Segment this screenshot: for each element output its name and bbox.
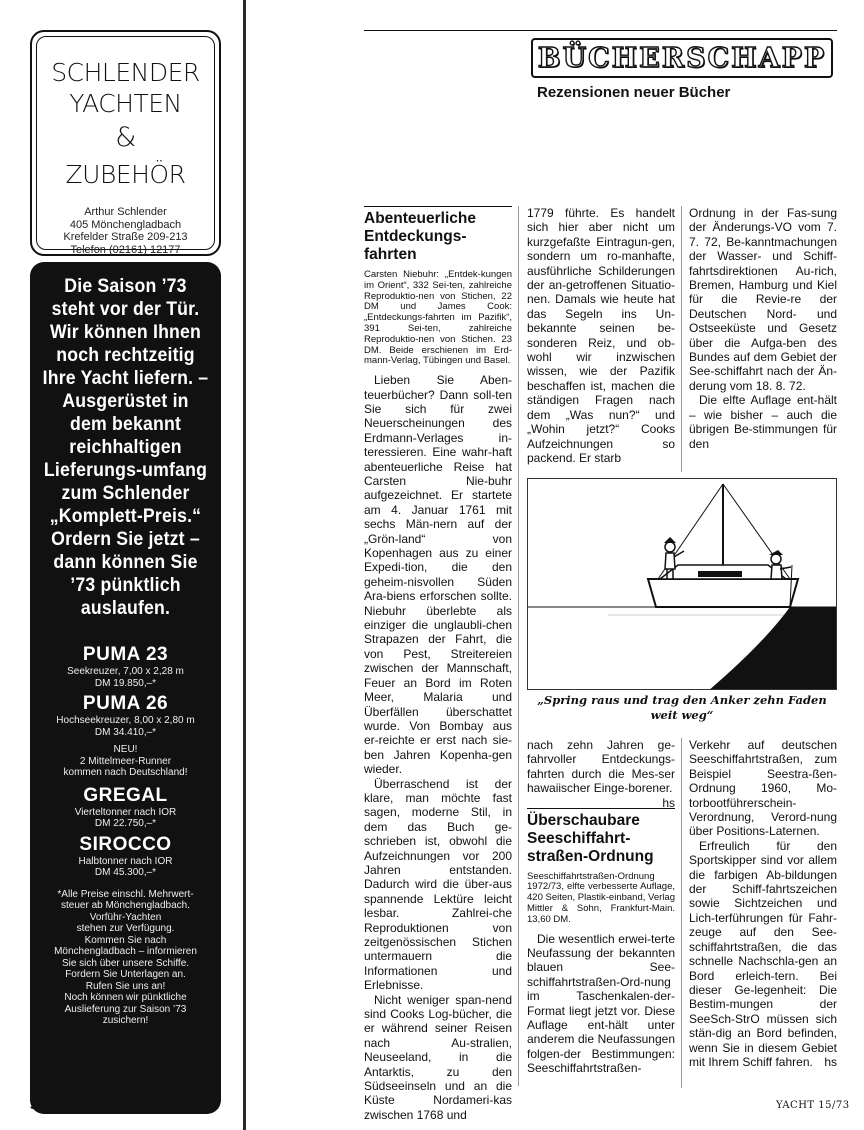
article-column-2-bottom [527, 738, 675, 1076]
footnote-line: Fordern Sie Unterlagen an. [65, 969, 186, 980]
ad-pitch-text: Die Saison ’73 steht vor der Tür. Wir können Ihnen noch rechtzeitig Ihre Yacht liefern. – Ausgerüstet in dem bekannt reichhaltigen Lieferungs-umfang zum Schlender „Komplett-Preis.“ Ordern Sie jetzt – dann können Sie ’73 pünktlich auslaufen. [42, 276, 209, 619]
footnote-line: Rufen Sie uns an! [85, 980, 166, 992]
review-1-paragraph: Überraschend ist der klare, man möchte fast sagen, moderne Stil, in dem das Buch ge-schrieben ist, obwohl die Aufzeichnungen vor 200 Jahren entstanden. Dadurch wird die über-aus spannende Lektüre leicht lesbar. Zahlrei-che Reproduktionen von zeitgenössischen Stichen untermauern die Informationen und Erlebnisse. [364, 776, 512, 993]
new-note-line: kommen nach Deutschland! [63, 767, 188, 778]
review-2-paragraph: Die wesentlich erwei-terte Neufassung der bekannten blauen See-schiffahrtstraßen-Ord-nung im Taschenkalen-der-Format liegt jetzt vor. Diese Auflage ent-hält unter anderem die Neufassungen folgen-der Bestimmungen: Seeschiffahrtstraßen- [527, 931, 675, 1076]
company-name-line2: YACHTEN [69, 89, 182, 118]
section-logo-text: BÜCHERSCHAPP [537, 42, 827, 74]
footnote-line: Mönchengladbach – informieren [54, 946, 197, 957]
page-number: 30 [30, 1100, 43, 1112]
address-line: 405 Mönchengladbach [69, 218, 182, 231]
company-name-line1: SCHLENDER [51, 58, 200, 87]
advertisement-offer-box [30, 262, 221, 1114]
model-price: DM 22.750,–* [94, 818, 157, 829]
header-rule [364, 30, 837, 31]
cartoon-caption: „Spring raus und trag den Anker zehn Faden weit weg“ [537, 693, 827, 722]
section-subtitle: Rezensionen neuer Bücher [537, 84, 731, 101]
review-2-closing-text: Erfreulich für den Sportskipper sind vor allem die farbigen Ab-bildungen der Schiff-fahrtszeichen sowie Sichtzeichen und Lich-terführungen für Fahr-zeuge auf den See-schiffahrtstraßen, die das schnelle Nachschla-gen an Bord erleich-tern. Bei dieser Ge-legenheit: Die Bestim-mungen der SeeSch-StrO müssen sich stän-dig an Bord befinden, wenn Sie in diesem Gebiet mit Ihrem Schiff fahren. [689, 838, 837, 1069]
footnote-line: stehen zur Verfügung. [76, 923, 175, 934]
review-1-paragraph: Nicht weniger span-nend sind Cooks Log-bücher, die er während seiner Reisen nach Au-stralien, Neuseeland, in die Antarktis, zu den Südseeinseln und an die Küste Nordameri-kas zwischen 1768 und [364, 992, 512, 1122]
company-name-line3: ZUBEHÖR [65, 160, 186, 189]
review-1-paragraph: 1779 führte. Es handelt sich hier aber nicht um kurzgefaßte Eintragun-gen, sondern um ro-manhafte, ausführliche Schilderungen der an-getroffenen Situatio-nen. Damals wie heute hat das Segeln ins Un-bekannte seinen be-sonderen Reiz, und ob-wohl wir inzwischen wissen, wie der Pazifik beschaffen ist, machen die ständigen Fragen nach dem „Was nun?“ und „Wohin jetzt?“ Cooks Aufzeichnungen so packend. Er starb [527, 206, 675, 465]
address-line: Arthur Schlender [84, 206, 167, 218]
footnote-line: steuer ab Mönchengladbach. [61, 900, 190, 911]
article-column-3-top [689, 206, 837, 451]
article-column-1 [364, 206, 512, 1122]
model-price: DM 45.300,–* [94, 867, 157, 878]
footnote-line: Noch können wir pünktliche [64, 992, 187, 1003]
model-name: PUMA 26 [82, 693, 169, 714]
ad-footnote [30, 889, 221, 1027]
column-rule [681, 206, 682, 472]
model-name: GREGAL [83, 784, 168, 806]
review-2-title: Überschaubare Seeschiffahrt-straßen-Ordnung [527, 808, 675, 866]
model-gregal [30, 785, 221, 830]
footnote-line: *Alle Preise einschl. Mehrwert- [57, 888, 194, 900]
model-name: PUMA 23 [82, 644, 169, 665]
review-1-paragraph [527, 738, 675, 810]
new-note-line: 2 Mittelmeer-Runner [79, 755, 172, 767]
footnote-line: zusichern! [102, 1015, 149, 1026]
new-note-line: NEU! [113, 744, 138, 755]
model-spec: Vierteltonner nach IOR [74, 806, 177, 818]
review-2-paragraph: Die elfte Auflage ent-hält – wie bisher – auch die übrigen Be-stimmungen für den [689, 393, 837, 451]
review-1-signature: hs [662, 795, 675, 810]
sailboat-cartoon-icon [528, 479, 837, 690]
review-1-book-credit: Carsten Niebuhr: „Entdek-kungen im Orient“, 332 Sei-ten, zahlreiche Reproduktio-nen von Stichen, 22 DM und James Cook: „Entdeckungs-fahrten im Pazifik“, 391 Sei-ten, zahlreiche Reproduktio-nen von Stichen. 23 DM. Beide erschienen im Erd-mann-Verlag, Tübingen und Basel. [364, 269, 512, 367]
column-rule [681, 738, 682, 1088]
model-puma-23 [30, 644, 221, 689]
company-address [37, 206, 214, 256]
model-price: DM 34.410,–* [94, 726, 157, 738]
review-1-closing-text: nach zehn Jahren ge-fahrvoller Entdeckungs-fahrten durch die Mes-ser hawaiischer Einge-borener. [527, 738, 675, 796]
footnote-line: Vorführ-Yachten [89, 911, 162, 923]
model-spec: Halbtonner nach IOR [78, 855, 173, 867]
address-line: Telefon (02161) 12177 [70, 243, 181, 256]
company-name-ampersand: & [115, 122, 136, 153]
column-rule [518, 206, 519, 1086]
model-puma-26 [30, 693, 221, 738]
model-sirocco [30, 834, 221, 879]
model-name: SIROCCO [79, 833, 172, 855]
section-logo [531, 38, 833, 78]
review-1-title: Abenteuerliche Entdeckungs-fahrten [364, 206, 512, 264]
footnote-line: Sie sich über unsere Schiffe. [61, 957, 190, 969]
footnote-line: Auslieferung zur Saison ’73 [64, 1003, 187, 1015]
advertisement-header-box [30, 30, 221, 256]
review-2-paragraph [689, 839, 837, 1070]
review-2-book-credit: Seeschiffahrtstraßen-Ordnung 1972/73, elfte verbesserte Auflage, 420 Seiten, Plastik-einband, Verlag Mittler & Sohn, Frankfurt-Main. 13,60 DM. [527, 870, 675, 925]
binding-gutter [243, 0, 246, 1130]
new-note [30, 744, 221, 779]
review-2-paragraph: Verkehr auf deutschen Seeschiffahrtstraßen, zum Beispiel Seestra-ßen-Ordnung 1960, Mo-torbootführerschein-Verordnung, Verord-nung über Positions-Laternen. [689, 738, 837, 839]
review-2-paragraph: Ordnung in der Fas-sung der Änderungs-VO vom 7. 7. 72, Be-kanntmachungen der Wasser- und Schiff-fahrtsdirektionen Au-rich, Bremen, Hamburg und Kiel für die Revie-re der Deutschen Nord- und Ostseeküste und Gesetz über die Aufga-ben des Bundes auf dem Gebiet der See-schiffahrt nach der Än-derung vom 18. 8. 72. [689, 206, 837, 393]
model-spec: Hochseekreuzer, 8,00 x 2,80 m [56, 715, 195, 726]
model-price: DM 19.850,–* [94, 677, 157, 689]
model-spec: Seekreuzer, 7,00 x 2,28 m [67, 666, 184, 677]
footnote-line: Kommen Sie nach [84, 934, 167, 946]
magazine-issue: YACHT 15/73 [776, 1100, 850, 1111]
article-column-3-bottom [689, 738, 837, 1069]
review-2-signature: hs [824, 1054, 837, 1069]
address-line: Krefelder Straße 209-213 [63, 231, 188, 243]
cartoon-illustration [527, 478, 837, 690]
review-1-paragraph: Lieben Sie Aben-teuerbücher? Dann soll-ten Sie sich für zwei Neuerscheinungen des Erdmann-Verlages in-teressieren. Eine wahr-haft abenteuerliche Reise hat Carsten Nie-buhr aufgezeichnet. Er startete am 4. Januar 1761 mit sechs Män-nern auf der „Grön-land“ von Kopenhagen aus zu einer Expedi-tion, die den geheim-nisvollen Süden Ara-biens erforschen sollte. Niebuhr überlebte als einziger die unglaubli-chen Strapazen der Fahrt, die von Pest, Streitereien zwischen der Mannschaft, Feuer an Bord im Roten Meer, Malaria und Überfällen überschattet wurde. Von Bombay aus er-reichte er erst nach sie-ben Jahren Kopenha-gen wieder. [364, 373, 512, 777]
article-column-2-top [527, 206, 675, 465]
